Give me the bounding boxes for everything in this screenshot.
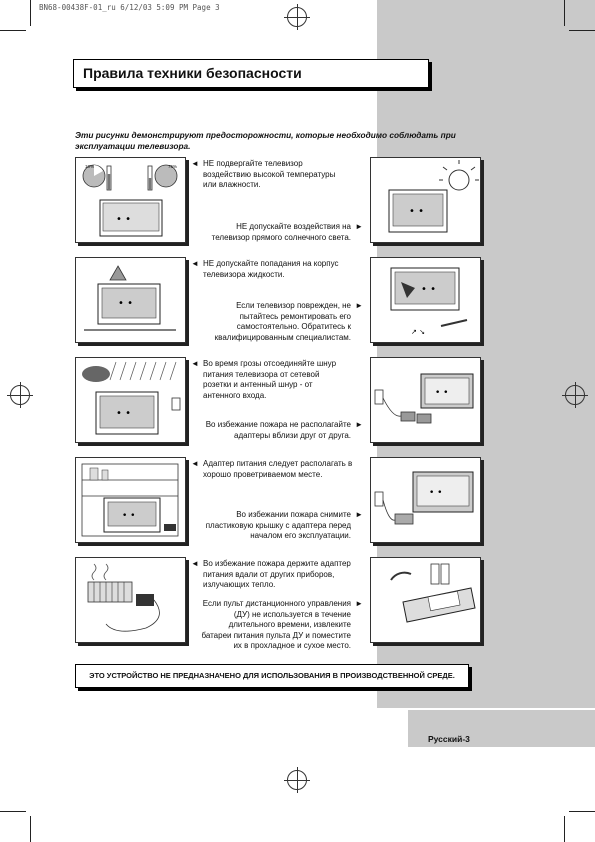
thermo-label-left: 10% — [85, 164, 95, 169]
industrial-use-warning — [75, 664, 469, 688]
illustration-adapter-cover — [370, 457, 481, 543]
page-title-box — [73, 59, 429, 88]
warning-text: ЭТО УСТРОЙСТВО НЕ ПРЕДНАЗНАЧЕНО ДЛЯ ИСПОЛЬЗОВАНИЯ В ПРОИЗВОДСТВЕННОЙ СРЕДЕ. — [89, 671, 455, 680]
intro-text: Эти рисунки демонстрируют предосторожности, которые необходимо соблюдать при эксплуатации телевизора. — [75, 130, 456, 151]
svg-text:• •: • • — [421, 284, 436, 295]
registration-mark-icon — [287, 7, 307, 27]
item-3-left-text: ◄ Во время грозы отсоединяйте шнур питания телевизора от сетевой розетки и антенный шнур - от антенного входа. — [203, 359, 343, 401]
registration-mark-icon — [565, 385, 585, 405]
illustration-adapters — [370, 357, 481, 443]
crop-mark — [30, 816, 31, 842]
crop-mark — [30, 0, 31, 26]
illustration-heat-source — [75, 557, 186, 643]
thermo-label-right: 75% — [168, 164, 178, 169]
item-4-right-text: Во избежании пожара снимите пластиковую крышку с адаптера перед началом его эксплуатации. ► — [203, 510, 351, 542]
item-5-left-text: ◄ Во избежание пожара держите адаптер питания вдали от других приборов, излучающих тепло. — [203, 559, 353, 591]
illustration-remote-batteries — [370, 557, 481, 643]
illustration-ventilation — [75, 457, 186, 543]
svg-text:• •: • • — [116, 214, 131, 225]
crop-mark — [0, 811, 26, 812]
svg-text:• •: • • — [429, 488, 443, 498]
registration-mark-icon — [10, 385, 30, 405]
illustration-sunlight — [370, 157, 481, 243]
item-4-left-text: ◄ Адаптер питания следует располагать в хорошо проветриваемом месте. — [203, 459, 353, 480]
item-5-right-text: Если пульт дистанционного управления (ДУ) не используется в течение длительного времени, извлеките батареи питания пульта ДУ и поместите их в прохладное и сухое место. ► — [198, 599, 351, 652]
crop-mark — [569, 30, 595, 31]
item-3-right-text: Во избежание пожара не располагайте адаптеры вблизи друг от друга. ► — [203, 420, 351, 441]
crop-mark — [569, 811, 595, 812]
svg-text:• •: • • — [409, 206, 424, 217]
item-2-left-text: ◄ НЕ допускайте попадания на корпус телевизора жидкости. — [203, 259, 343, 280]
svg-text:• •: • • — [116, 408, 131, 419]
illustration-liquid — [75, 257, 186, 343]
svg-text:• •: • • — [118, 298, 133, 309]
page-title: Правила техники безопасности — [83, 65, 302, 81]
svg-text:• •: • • — [122, 511, 136, 521]
item-1-right-text: НЕ допускайте воздействия на телевизор прямого солнечного света. ► — [203, 222, 351, 243]
illustration-heat-humidity — [75, 157, 186, 243]
svg-text:↗ ↘: ↗ ↘ — [411, 328, 425, 336]
illustration-repair — [370, 257, 481, 343]
illustration-thunderstorm — [75, 357, 186, 443]
crop-mark — [564, 816, 565, 842]
crop-mark — [564, 0, 565, 26]
svg-text:• •: • • — [435, 388, 449, 398]
registration-mark-icon — [287, 770, 307, 790]
item-1-left-text: ◄ НЕ подвергайте телевизор воздействию высокой температуры или влажности. — [203, 159, 343, 191]
crop-mark — [0, 30, 26, 31]
print-meta: BN68-00438F-01_ru 6/12/03 5:09 PM Page 3 — [39, 3, 220, 12]
item-2-right-text: Если телевизор поврежден, не пытайтесь ремонтировать его самостоятельно. Обратитесь к квалифицированным специалистам. ► — [203, 301, 351, 343]
page-number-label: Русский-3 — [428, 734, 470, 744]
